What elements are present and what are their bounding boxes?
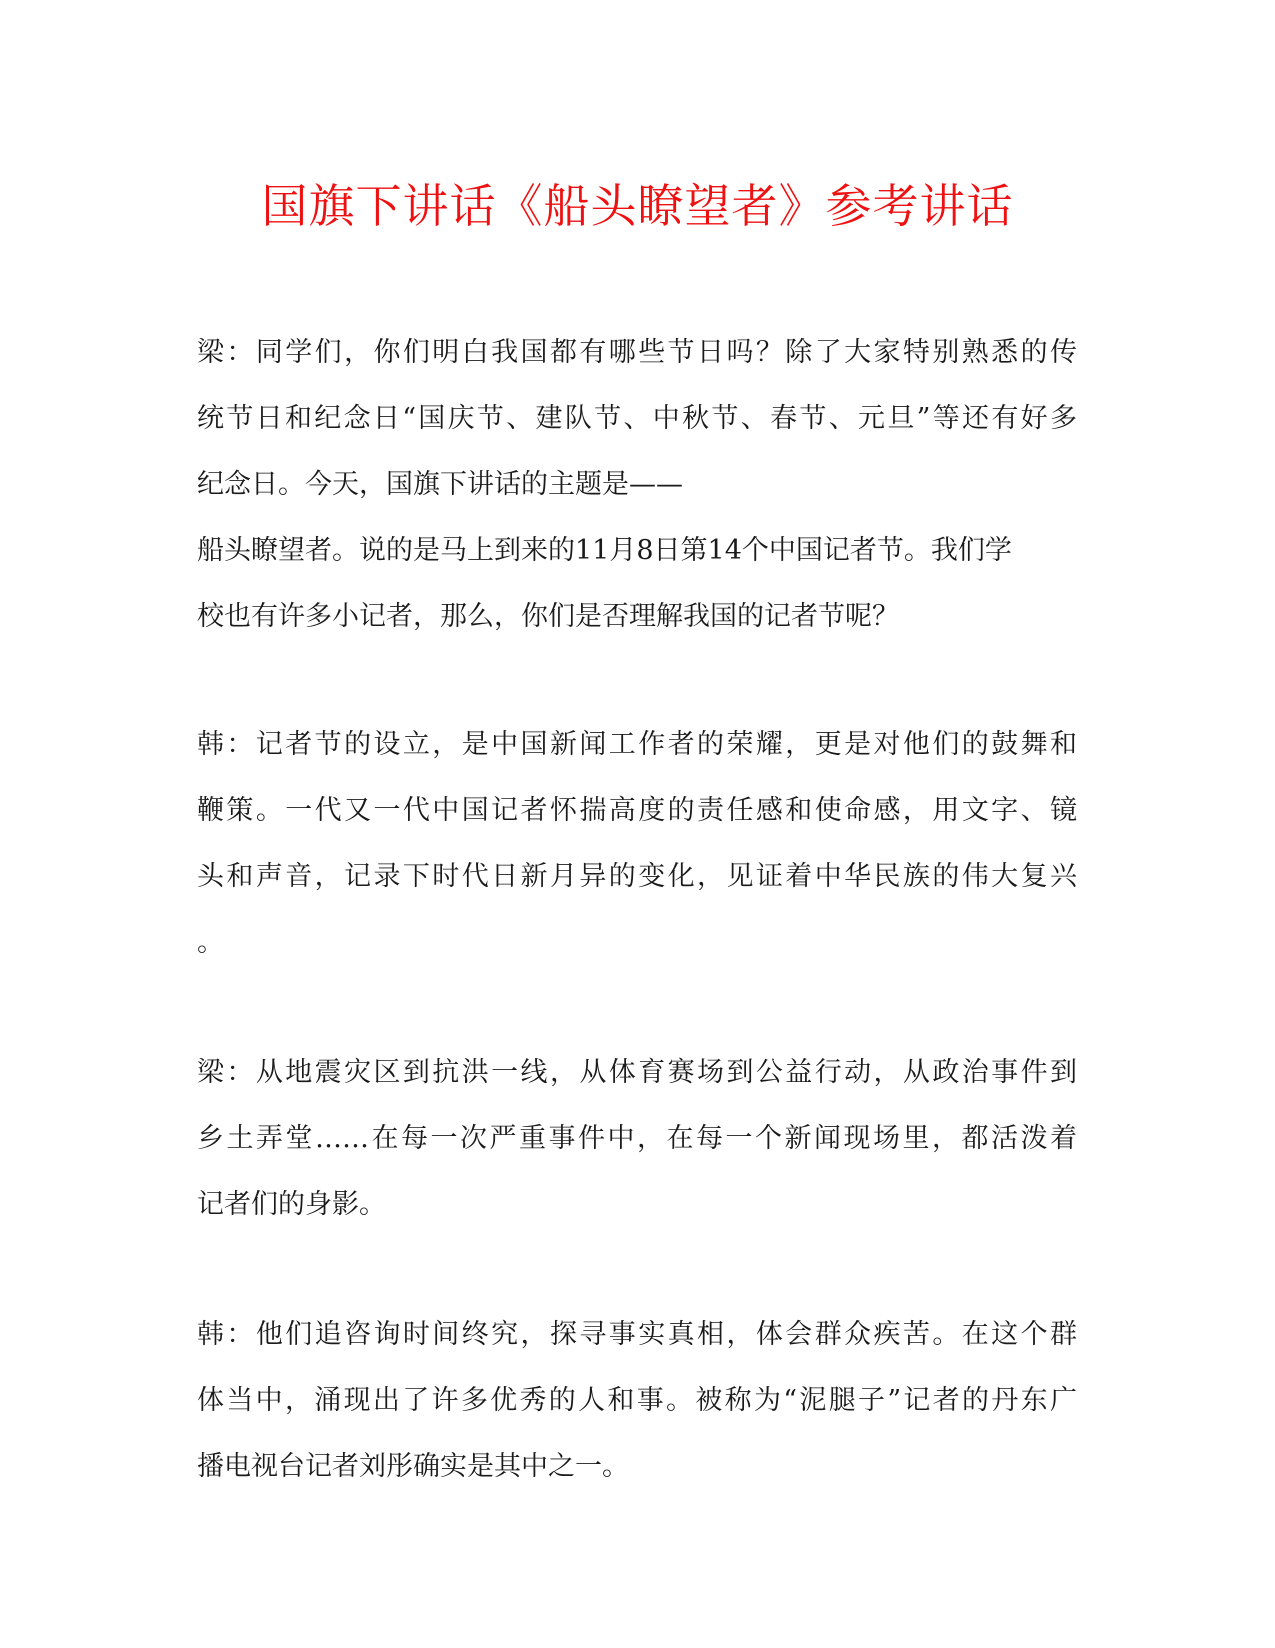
text-line: 校也有许多小记者，那么，你们是否理解我国的记者节呢？	[197, 601, 899, 632]
text-line: 纪念日。今天，国旗下讲话的主题是——	[197, 469, 683, 500]
text-line: 船头瞭望者。说的是马上到来的11月8日第14个中国记者节。我们学	[197, 535, 1012, 566]
text-line: 统节日和纪念日“国庆节、建队节、中秋节、春节、元旦”等还有好多	[197, 403, 1077, 434]
text-line: 梁：从地震灾区到抗洪一线，从体育赛场到公益行动，从政治事件到	[197, 1057, 1077, 1088]
paragraph-4	[197, 1302, 1077, 1500]
text-line: 鞭策。一代又一代中国记者怀揣高度的责任感和使命感，用文字、镜	[197, 795, 1077, 826]
document-title: 国旗下讲话《船头瞭望者》参考讲话	[261, 179, 1014, 233]
text-line: 韩：记者节的设立，是中国新闻工作者的荣耀，更是对他们的鼓舞和	[197, 729, 1077, 760]
text-line: 体当中，涌现出了许多优秀的人和事。被称为“泥腿子”记者的丹东广	[197, 1385, 1077, 1416]
text-line: 。	[197, 927, 224, 958]
paragraph-2	[197, 712, 1077, 976]
text-line: 播电视台记者刘彤确实是其中之一。	[197, 1451, 629, 1482]
text-line: 乡土弄堂……在每一次严重事件中，在每一个新闻现场里，都活泼着	[197, 1123, 1077, 1154]
paragraph-3	[197, 1040, 1077, 1238]
paragraph-1	[197, 320, 1077, 650]
text-line: 记者们的身影。	[197, 1189, 386, 1220]
text-line: 韩：他们追咨询时间终究，探寻事实真相，体会群众疾苦。在这个群	[197, 1319, 1077, 1350]
text-line: 梁：同学们，你们明白我国都有哪些节日吗？除了大家特别熟悉的传	[197, 337, 1077, 368]
text-line: 头和声音，记录下时代日新月异的变化，见证着中华民族的伟大复兴	[197, 861, 1077, 892]
